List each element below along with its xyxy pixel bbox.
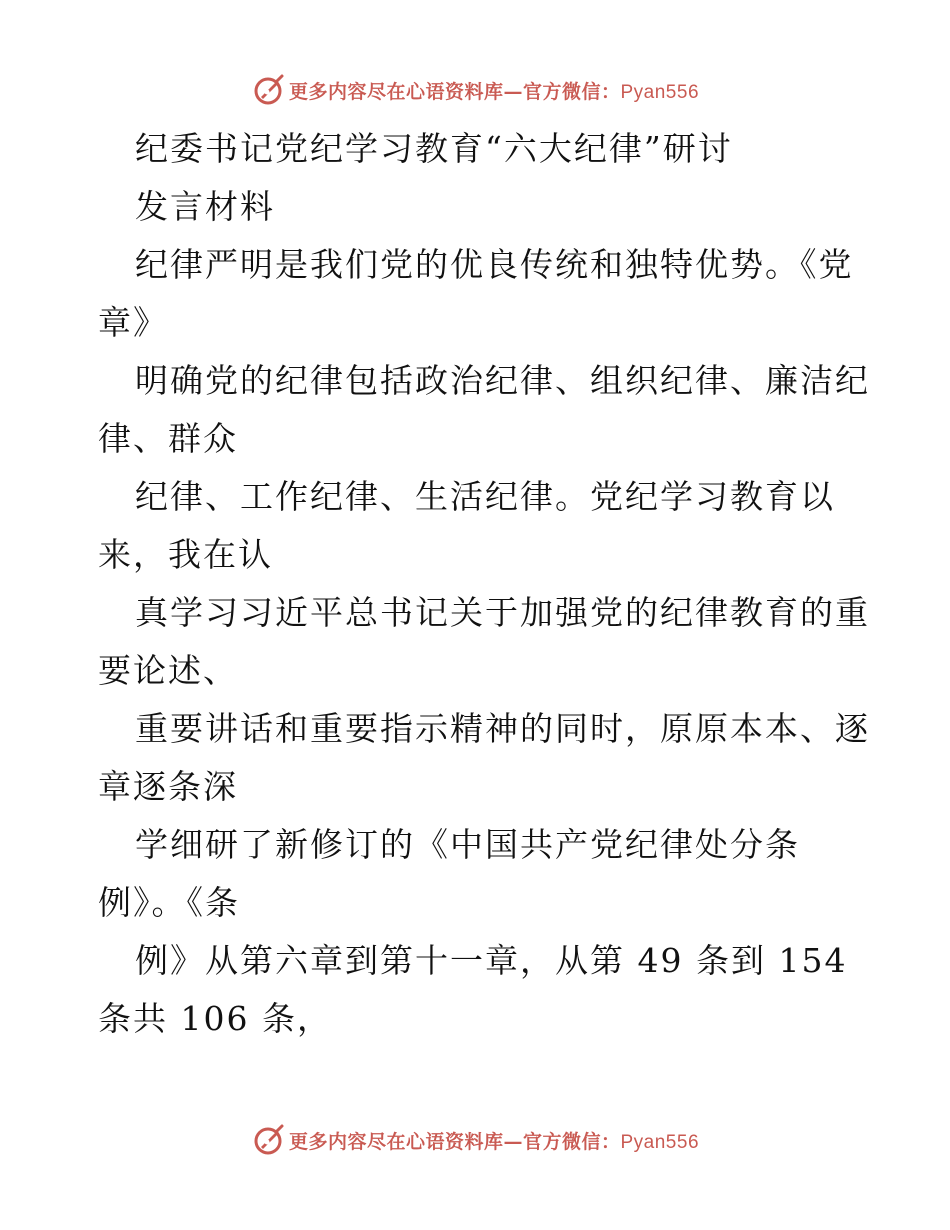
watermark-text: 更多内容尽在心语资料库—官方微信：Pyan556 [288,80,700,103]
body-line: 章》 [98,303,168,342]
body-line: 例》从第六章到第十一章，从第 49 条到 154 [135,941,848,980]
body-line: 纪律严明是我们党的优良传统和独特优势。《党 [135,245,854,284]
body-line: 律、群众 [98,419,238,458]
document-title-line-1: 纪委书记党纪学习教育“六大纪律”研讨 [135,129,733,168]
body-line: 要论述、 [98,651,238,690]
document-title-line-2: 发言材料 [135,187,275,226]
pen-nib-circle-icon [251,73,285,107]
body-line: 学细研了新修订的《中国共产党纪律处分条 [135,825,800,864]
watermark-text: 更多内容尽在心语资料库—官方微信：Pyan556 [288,1130,700,1153]
body-line: 明确党的纪律包括政治纪律、组织纪律、廉洁纪 [135,361,870,400]
wechat-id: Pyan556 [620,1131,700,1153]
body-line: 条共 106 条， [98,999,332,1038]
body-line: 例》。《条 [98,883,240,922]
body-line: 重要讲话和重要指示精神的同时，原原本本、逐 [135,709,870,748]
body-line: 真学习习近平总书记关于加强党的纪律教育的重 [135,593,870,632]
header-watermark [0,70,950,110]
body-line: 章逐条深 [98,767,238,806]
watermark-content [251,73,699,107]
pen-nib-circle-icon [251,1123,285,1157]
wechat-id: Pyan556 [620,81,700,103]
body-line: 纪律、工作纪律、生活纪律。党纪学习教育以 [135,477,835,516]
watermark-content [251,1123,699,1157]
body-line: 来，我在认 [98,535,273,574]
footer-watermark [0,1120,950,1160]
